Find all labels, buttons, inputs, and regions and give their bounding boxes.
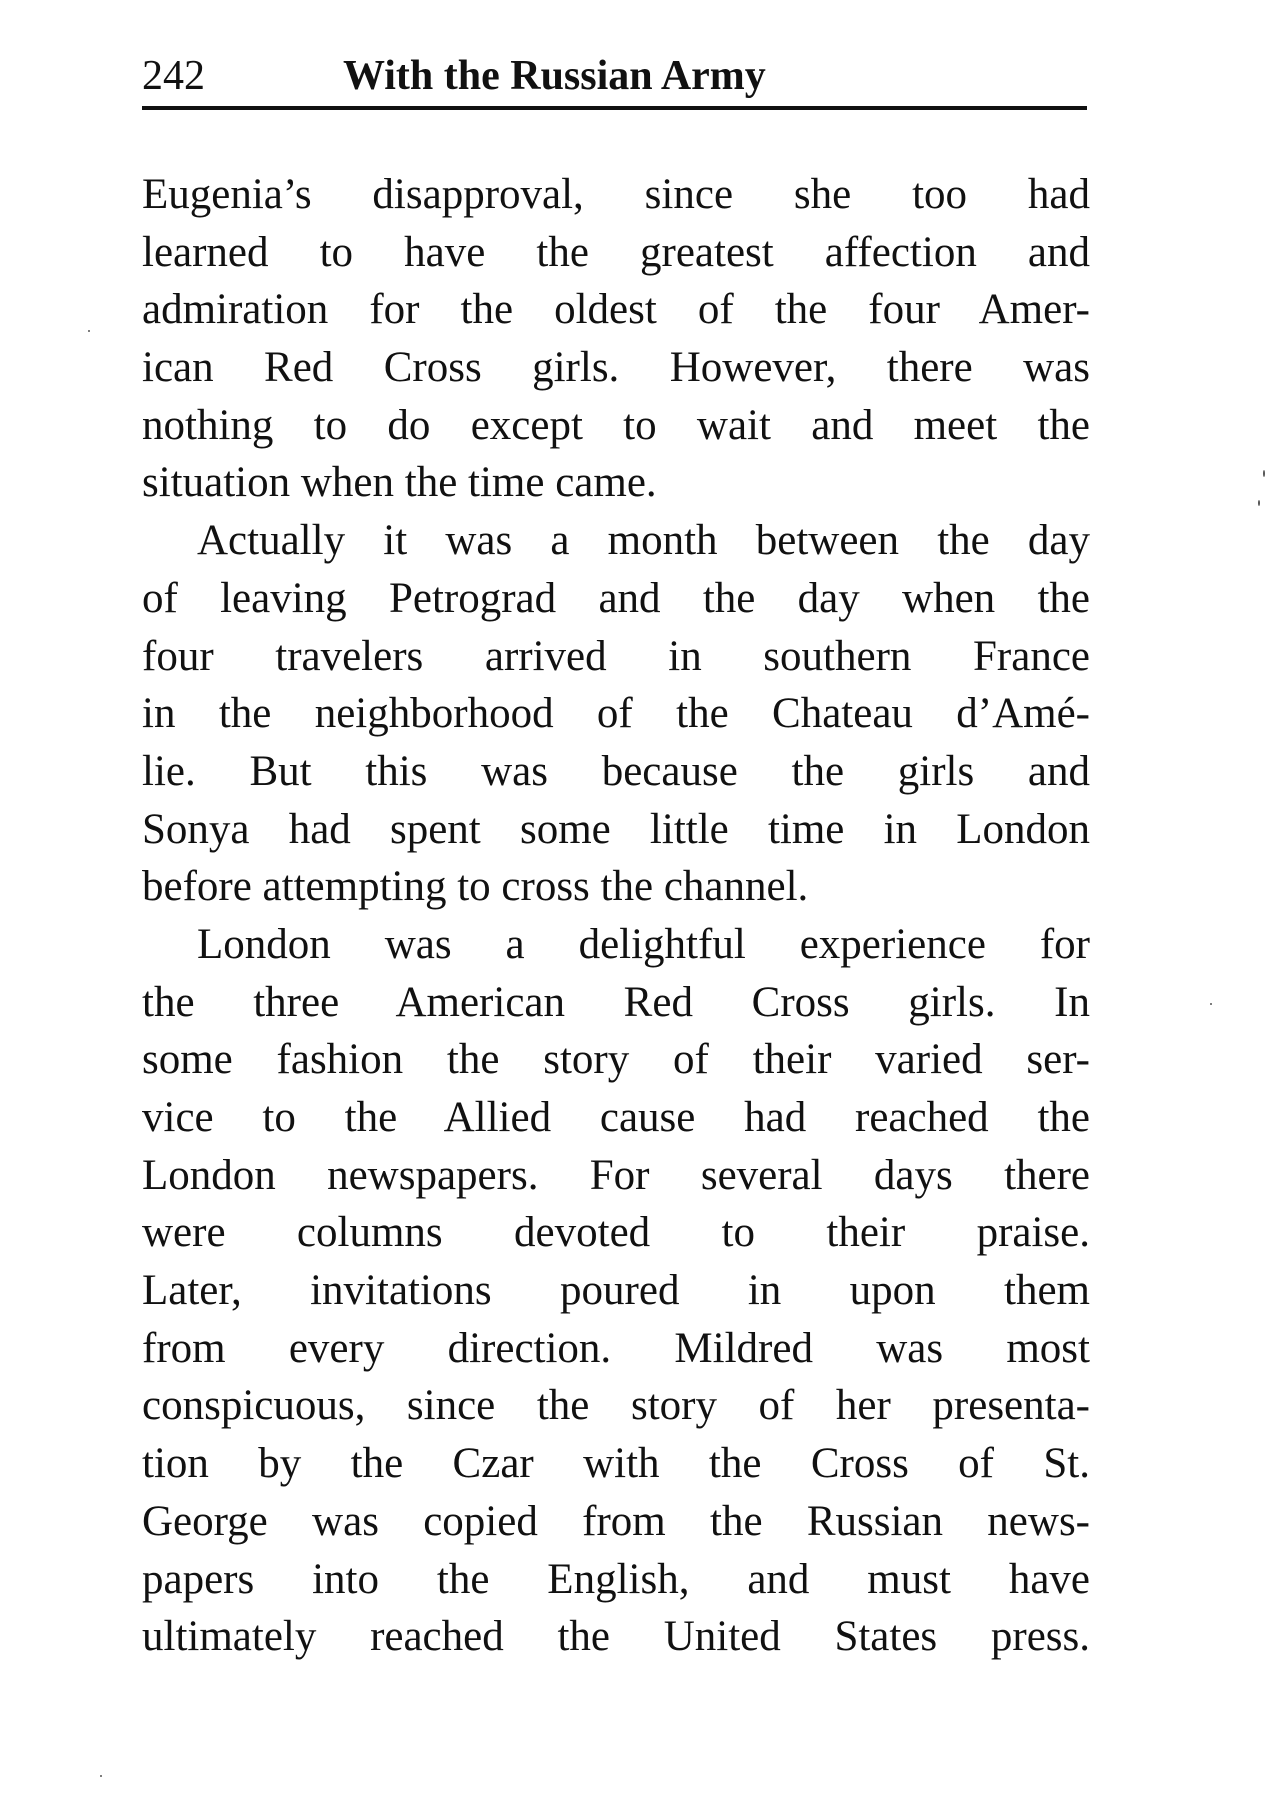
text-line: learned to have the greatest affection and [142,228,1090,276]
paragraph-3 [142,916,1090,1666]
text-line: in the neighborhood of the Chateau d’Amé- [142,690,1090,738]
header-rule [142,106,1087,110]
text-line: some fashion the story of their varied ser- [142,1036,1090,1084]
text-line: conspicuous, since the story of her presenta- [142,1382,1090,1430]
running-title: With the Russian Army [343,53,766,99]
scan-speck [88,330,90,332]
scan-speck [1210,1003,1212,1005]
text-line: Actually it was a month between the day [197,517,1090,565]
text-line: four travelers arrived in southern France [142,632,1090,680]
text-line: London was a delightful experience for [197,920,1090,968]
text-line: George was copied from the Russian news- [142,1497,1090,1545]
page-header [142,46,1087,106]
text-line: nothing to do except to wait and meet the [142,401,1090,449]
text-line: ican Red Cross girls. However, there was [142,344,1090,392]
text-line: tion by the Czar with the Cross of St. [142,1440,1090,1488]
body-text [142,166,1090,1666]
text-line: from every direction. Mildred was most [142,1324,1090,1372]
text-line: ultimately reached the United States press. [142,1613,1090,1661]
text-line: vice to the Allied cause had reached the [142,1094,1090,1141]
paragraph-2 [142,512,1090,916]
paragraph-1 [142,166,1090,512]
text-line: lie. But this was because the girls and [142,747,1090,795]
scan-speck [1258,500,1260,506]
text-line: situation when the time came. [142,459,657,507]
page-number: 242 [142,53,205,99]
text-line: the three American Red Cross girls. In [142,978,1090,1026]
text-line: Sonya had spent some little time in London [142,805,1090,853]
scan-speck [1263,470,1265,477]
scan-speck [100,1775,102,1777]
text-line: were columns devoted to their praise. [142,1209,1090,1257]
text-line: Eugenia’s disapproval, since she too had [142,171,1090,218]
text-line: admiration for the oldest of the four Amer- [142,286,1090,334]
text-line: before attempting to cross the channel. [142,863,809,911]
text-line: Later, invitations poured in upon them [142,1267,1090,1315]
text-line: London newspapers. For several days there [142,1151,1090,1199]
text-line: papers into the English, and must have [142,1555,1090,1603]
text-line: of leaving Petrograd and the day when the [142,574,1090,622]
